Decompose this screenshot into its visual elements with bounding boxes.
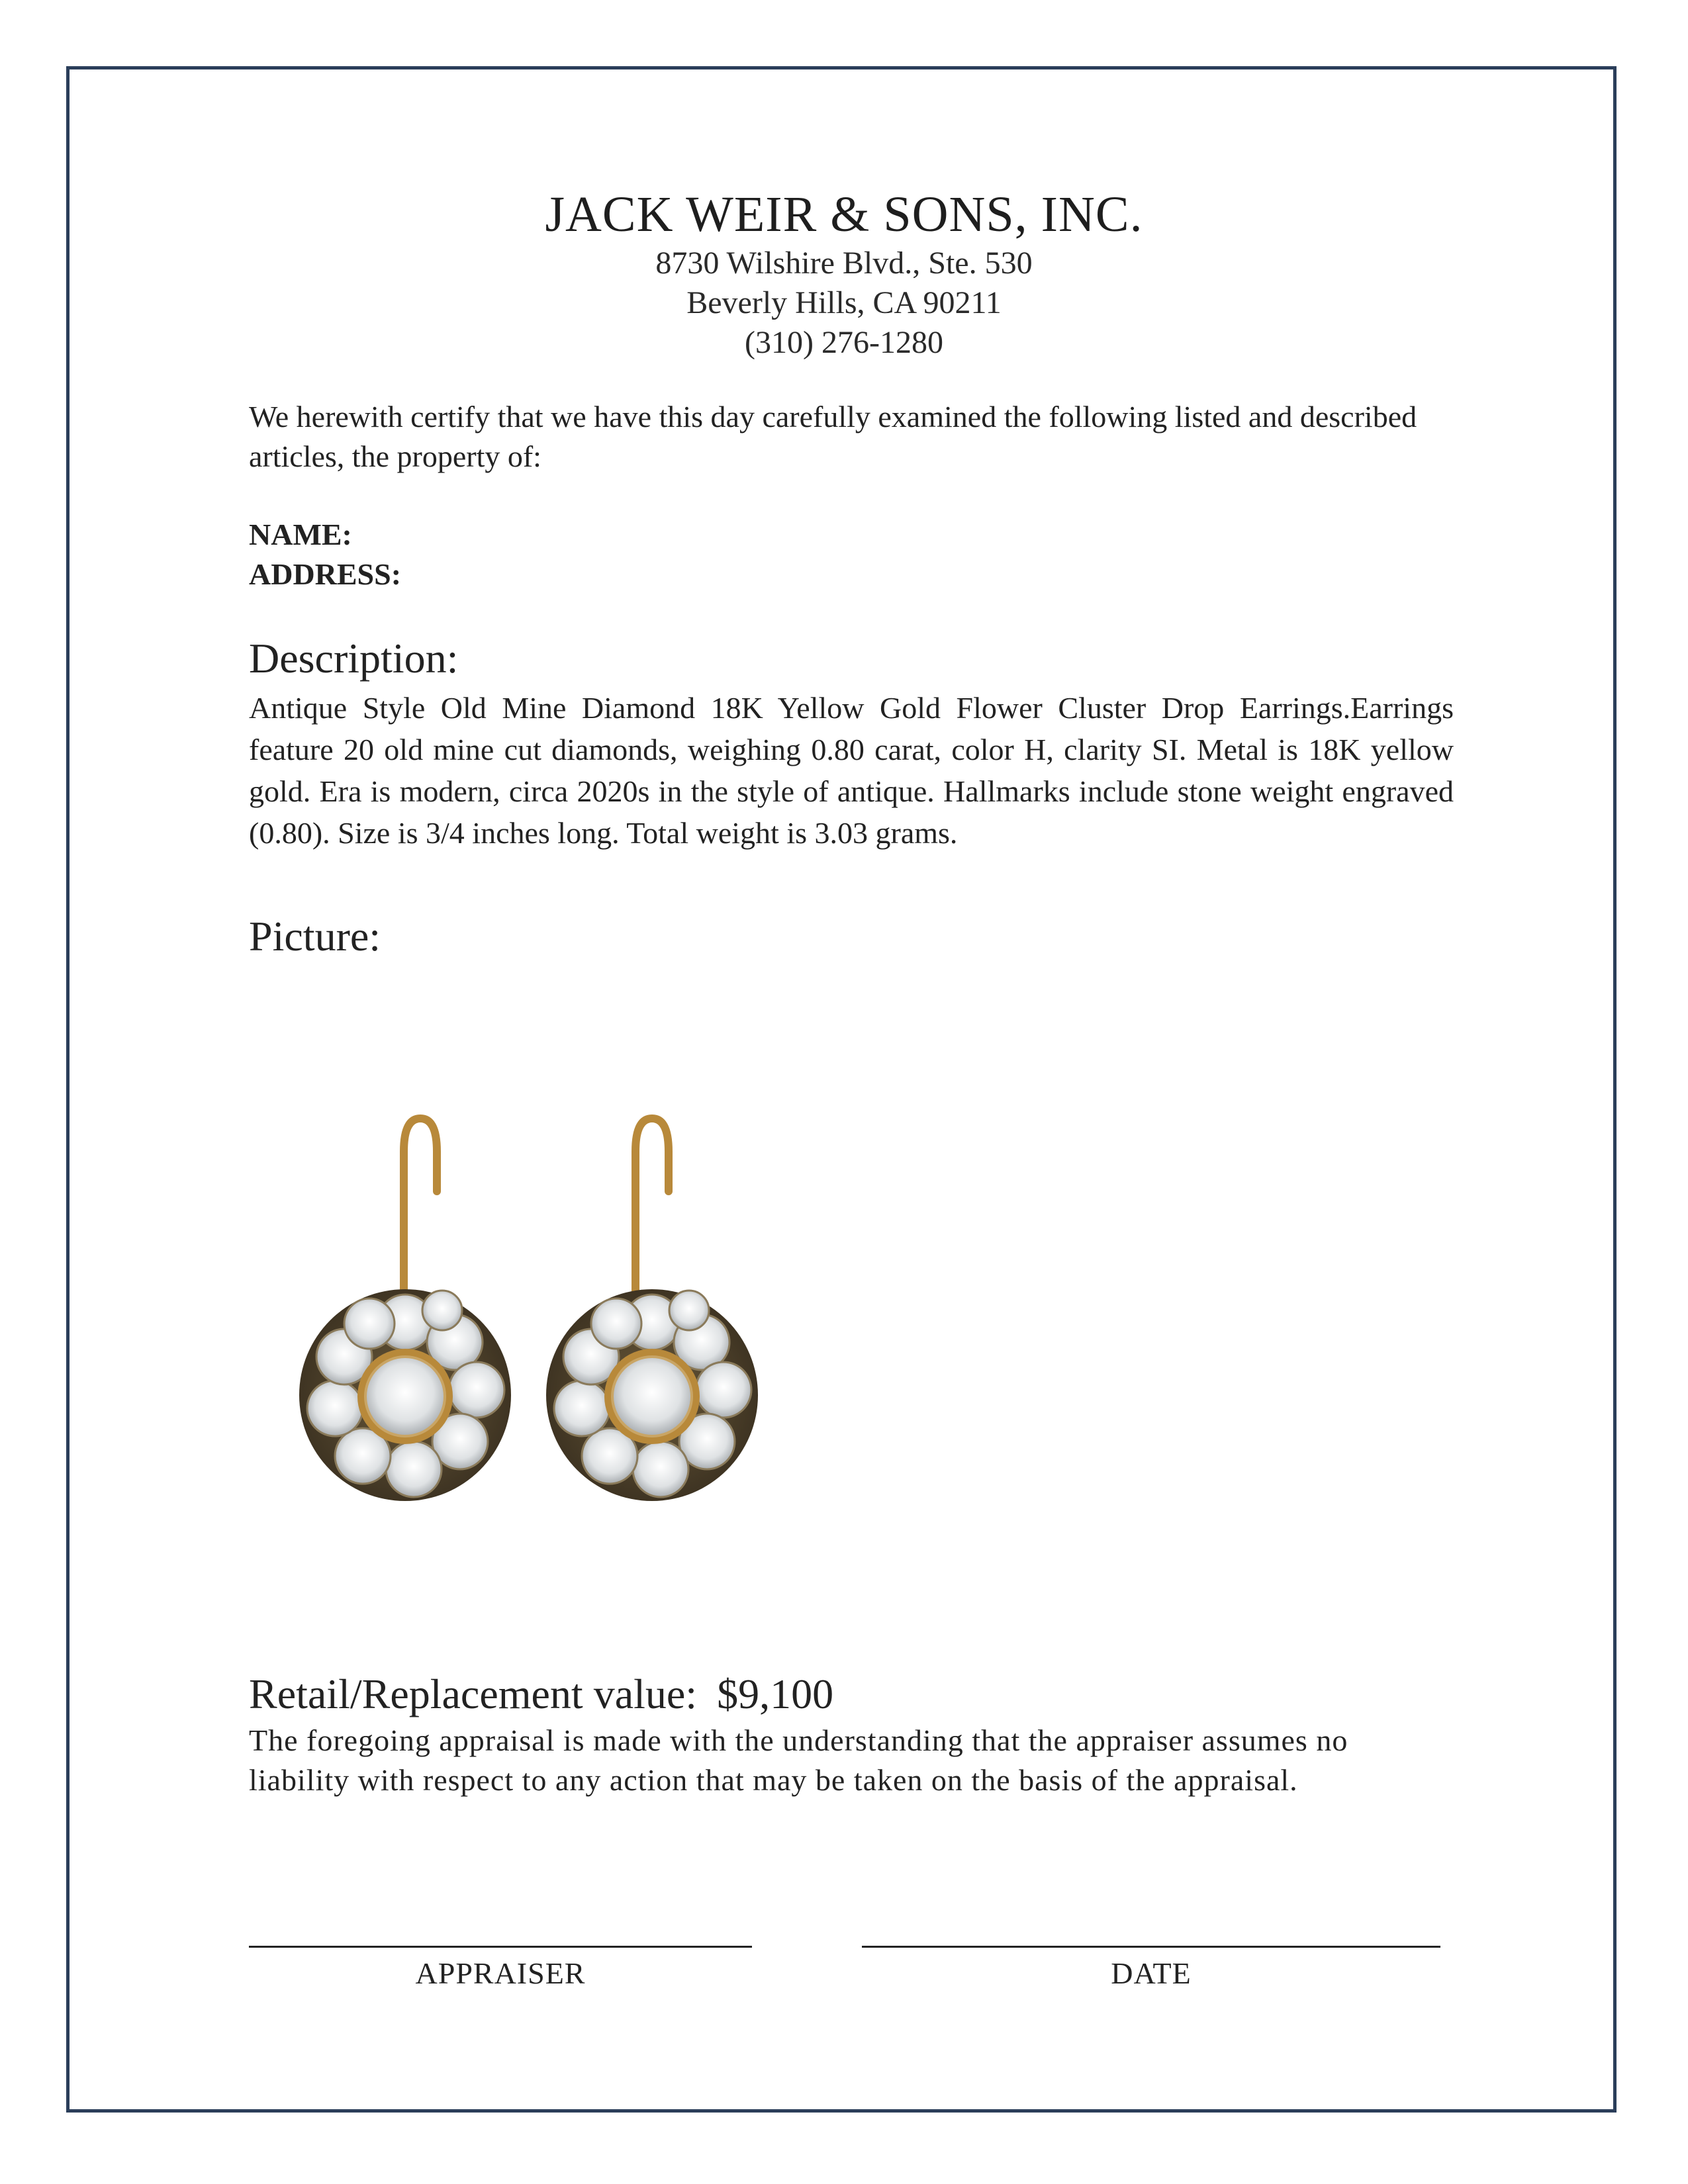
address-line-2: Beverly Hills, CA 90211 [686,285,1002,320]
certification-statement: We herewith certify that we have this day carefully examined the following listed and described articles, the property of: [249,400,1417,473]
owner-fields [249,515,1454,594]
name-label: NAME: [249,518,352,551]
left-earring [299,1118,511,1501]
value-amount: $9,100 [717,1670,834,1717]
right-earring [546,1118,758,1501]
value-label: Retail/Replacement value: [249,1670,698,1717]
disclaimer-text: The foregoing appraisal is made with the understanding that the appraiser assumes no liability with respect to any action that may be taken on the basis of the appraisal. [249,1723,1348,1797]
letterhead [0,185,1688,363]
date-signature-line [862,1946,1440,1948]
earrings-photo [291,1112,794,1522]
address-line-1: 8730 Wilshire Blvd., Ste. 530 [655,246,1033,281]
appraiser-signature-line [249,1946,752,1948]
date-label: DATE [1111,1956,1192,1990]
description-heading: Description: [249,635,459,682]
address-label: ADDRESS: [249,557,402,591]
page-border [66,66,1617,2113]
appraiser-label: APPRAISER [415,1956,586,1990]
description-text: Antique Style Old Mine Diamond 18K Yellow Gold Flower Cluster Drop Earrings.Earrings feature 20 old mine cut diamonds, weighing 0.80 carat, color H, clarity SI. Metal is 18K yellow gold. Era is modern, circa 2020s in the style of antique. Hallmarks include stone weight engraved (0.80). Size is 3/4 inches long. Total weight is 3.03 grams. [249,691,1454,850]
picture-heading: Picture: [249,913,381,960]
company-name: JACK WEIR & SONS, INC. [545,187,1143,242]
retail-value [249,1668,1454,1721]
phone-number: (310) 276-1280 [745,325,943,360]
